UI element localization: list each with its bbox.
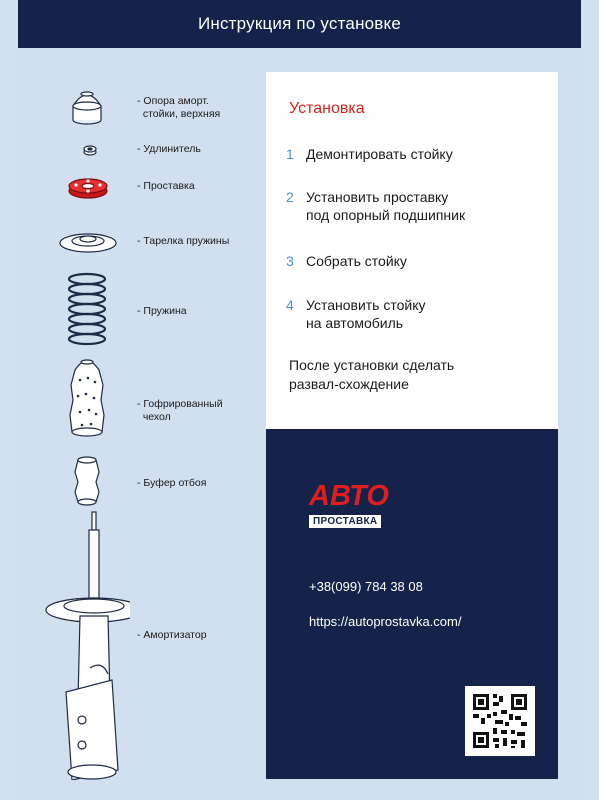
phone-number[interactable]: +38(099) 784 38 08 — [309, 579, 423, 594]
spring-seat-icon — [60, 234, 116, 252]
part-label-spacer: - Проставка — [137, 180, 195, 192]
part-label-boot: - Гофрированный чехол — [137, 398, 223, 423]
boot-icon — [70, 360, 104, 436]
strut-mount-icon — [73, 92, 101, 124]
step-4 — [286, 296, 426, 332]
extender-icon — [84, 146, 96, 155]
spring-icon — [69, 274, 105, 344]
step-text: Установить стойку на автомобиль — [306, 297, 426, 331]
step-3 — [286, 252, 407, 270]
parts-illustration — [30, 80, 130, 780]
shock-absorber-icon — [46, 512, 130, 780]
install-card — [266, 72, 558, 429]
step-number: 1 — [286, 146, 294, 162]
logo-top-text: АВТО — [309, 480, 389, 512]
logo-bottom-text: ПРОСТАВКА — [309, 515, 381, 528]
part-label-bump-stop: - Буфер отбоя — [137, 477, 207, 489]
page-title: Инструкция по установке — [197, 14, 402, 33]
website-link[interactable]: https://autoprostavka.com/ — [309, 614, 462, 629]
step-number: 2 — [286, 189, 294, 205]
part-label-mount: - Опора аморт. стойки, верхняя — [137, 95, 221, 120]
after-install-note: После установки сделать развал-схождение — [289, 357, 455, 392]
step-1 — [286, 145, 453, 163]
step-number: 4 — [286, 297, 294, 313]
step-text: Демонтировать стойку — [306, 146, 453, 162]
step-2 — [286, 188, 465, 224]
qr-code-icon[interactable] — [465, 686, 535, 756]
part-label-spring: - Пружина — [137, 305, 187, 317]
part-label-shock: - Амортизатор — [137, 629, 207, 641]
step-text: Собрать стойку — [306, 253, 407, 269]
part-label-spring-seat: - Тарелка пружины — [137, 235, 230, 247]
part-label-extender: - Удлинитель — [137, 143, 201, 155]
page-header — [18, 0, 581, 48]
install-title: Установка — [289, 100, 365, 117]
step-text: Установить проставку под опорный подшипник — [306, 189, 466, 223]
brand-logo — [309, 481, 389, 529]
spacer-icon — [69, 179, 107, 198]
bump-stop-icon — [75, 457, 99, 505]
step-number: 3 — [286, 253, 294, 269]
contact-card — [266, 429, 558, 779]
